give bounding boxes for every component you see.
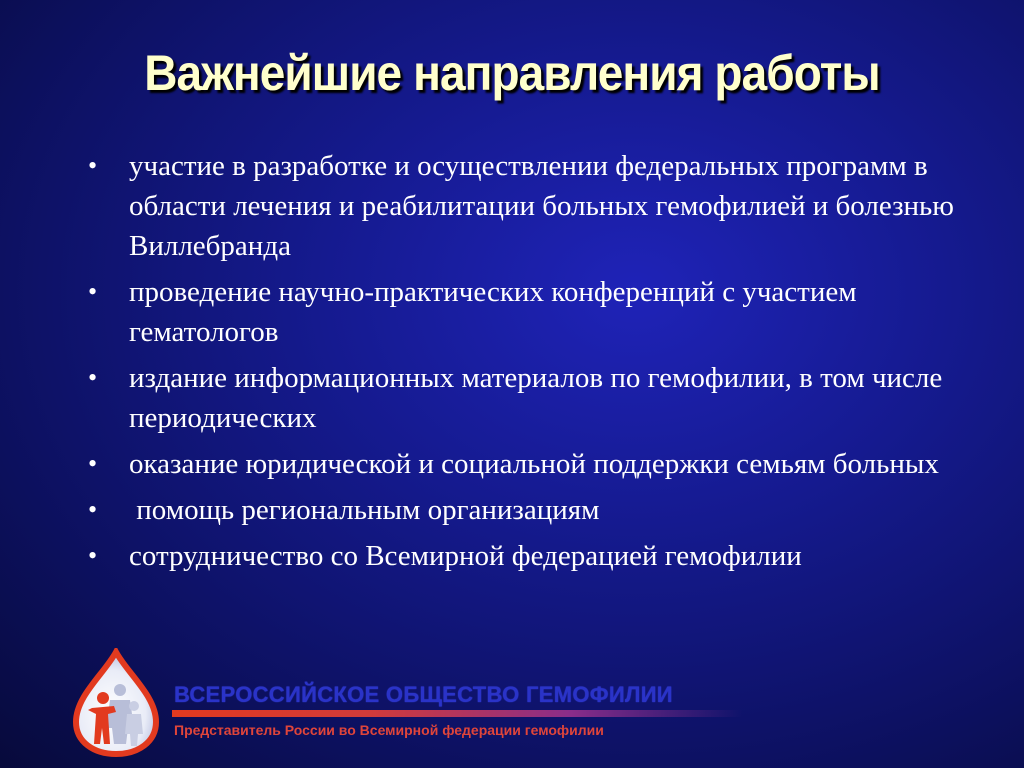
- bullet-item: [88, 490, 968, 530]
- bullet-item: [88, 358, 968, 438]
- bullet-marker: •: [88, 495, 98, 524]
- bullet-marker: •: [88, 363, 98, 392]
- slide-title: Важнейшие направления работы: [144, 45, 880, 101]
- bullet-text: участие в разработке и осуществлении федеральных программ в области лечения и реабилитации больных гемофилией и болезнью Виллебранда: [129, 150, 954, 262]
- blood-drop-family-logo-icon: [70, 648, 162, 758]
- bullet-text: проведение научно-практических конференций с участием гематологов: [129, 276, 857, 348]
- bullet-item: [88, 444, 968, 484]
- bullet-item: [88, 146, 968, 266]
- bullet-marker: •: [88, 541, 98, 570]
- bullet-text: издание информационных материалов по гемофилии, в том числе периодических: [129, 362, 943, 434]
- footer: [70, 648, 770, 758]
- bullet-item: [88, 272, 968, 352]
- bullet-text: помощь региональным организациям: [129, 494, 600, 526]
- bullet-text: оказание юридической и социальной поддержки семьям больных: [129, 448, 939, 480]
- org-subtitle: Представитель России во Всемирной федерации гемофилии: [174, 722, 604, 738]
- bullet-item: [88, 536, 968, 576]
- bullet-marker: •: [88, 151, 98, 180]
- org-divider-bar: [172, 710, 742, 717]
- bullet-text: сотрудничество со Всемирной федерацией гемофилии: [129, 540, 802, 572]
- bullet-marker: •: [88, 277, 98, 306]
- bullet-list: [88, 146, 968, 582]
- org-name: ВСЕРОССИЙСКОЕ ОБЩЕСТВО ГЕМОФИЛИИ: [174, 682, 673, 707]
- bullet-marker: •: [88, 449, 98, 478]
